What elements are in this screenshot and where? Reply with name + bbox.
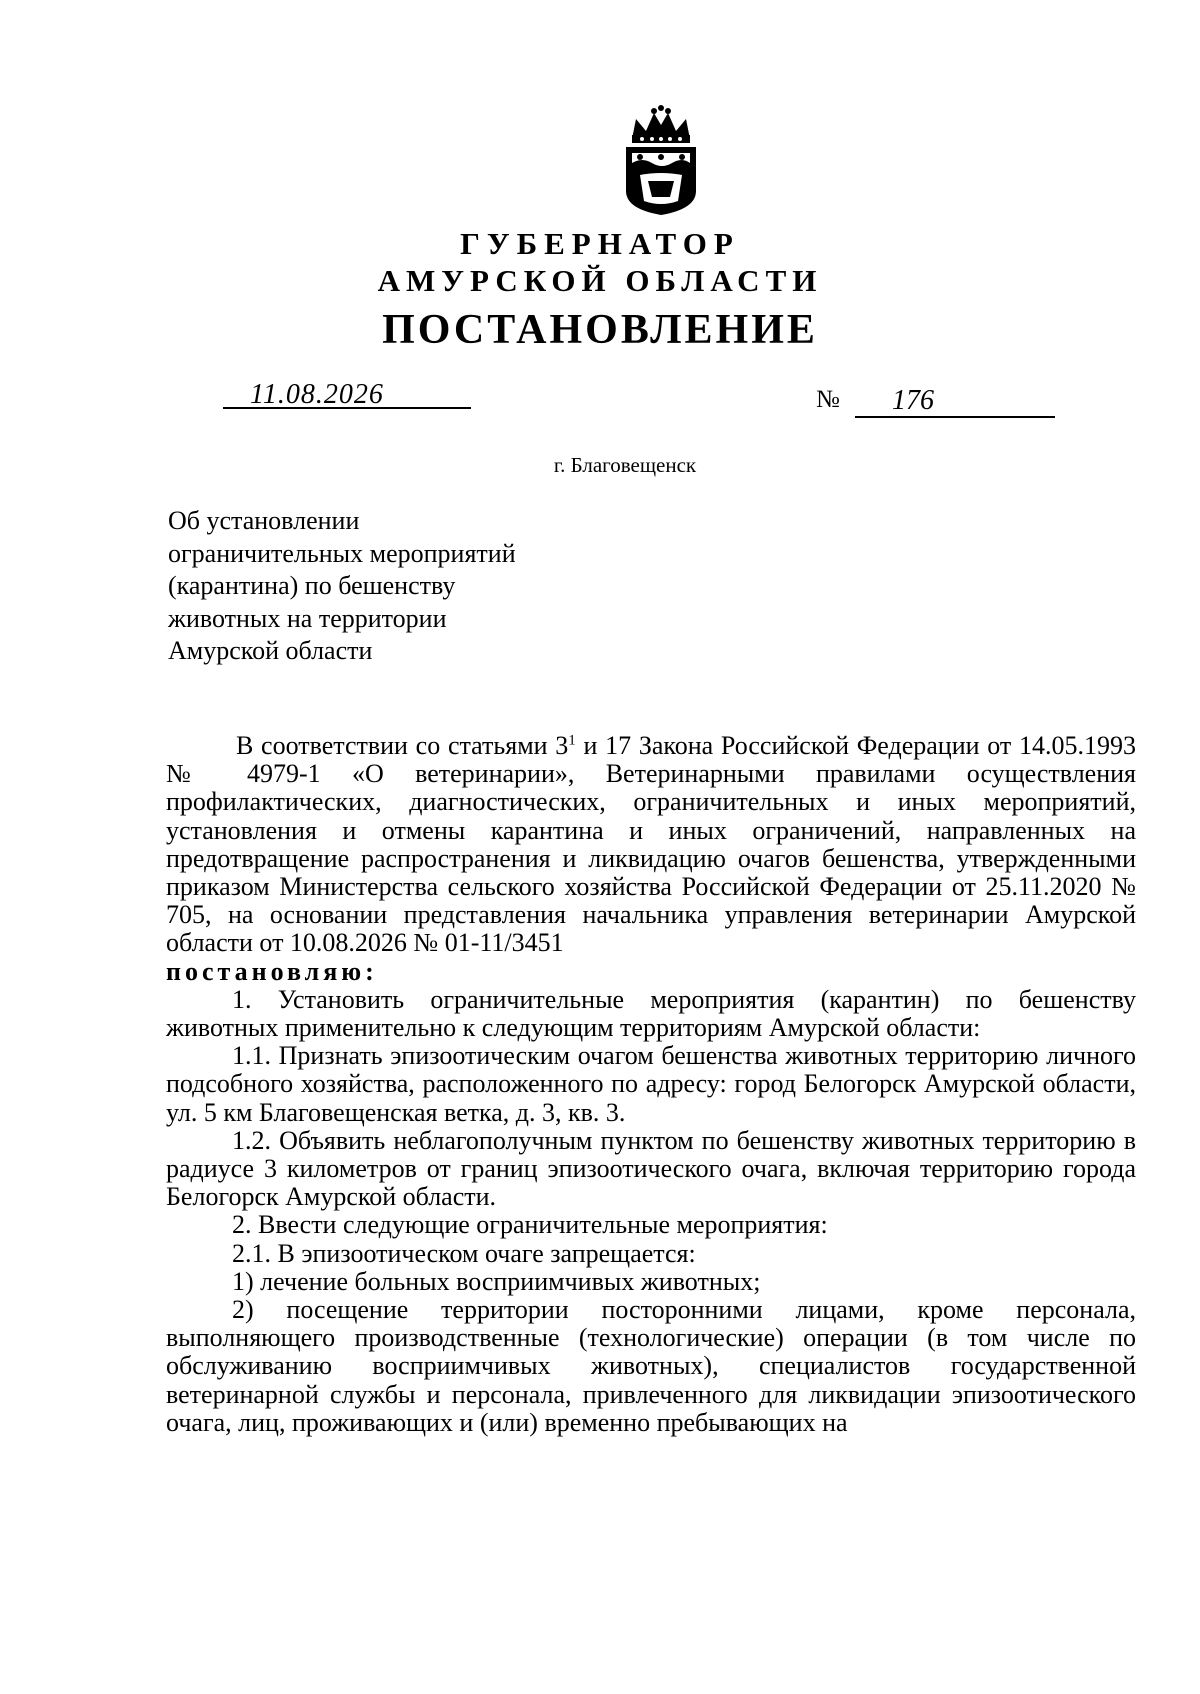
paragraph-1: 1. Установить ограничительные мероприятия (карантин) по бешенству животных применительно к следующим территориям Амурской области: bbox=[166, 984, 1136, 1043]
preamble-text-start: В соответствии со статьями 3 bbox=[236, 731, 569, 760]
preamble-paragraph bbox=[166, 732, 1136, 958]
issuer-region: АМУРСКОЙ ОБЛАСТИ bbox=[377, 263, 823, 298]
subject-line: ограничительных мероприятий bbox=[168, 538, 516, 568]
list-item-1: 1) лечение больных восприимчивых животных; bbox=[232, 1266, 761, 1296]
preamble-text-rest: и 17 Закона Российской Федерации от 14.05.1993 № 4979-1 «О ветеринарии», Ветеринарными правилами осуществления профилактических, диагностических, ограничительных и иных мероприятий, установления и отмены карантина и иных ограничений, направленных на предотвращение распространения и ликвидацию очагов бешенства, утвержденными приказом Министерства сельского хозяйства Российской Федерации от 25.11.2020 № 705, на основании представления начальника управления ветеринарии Амурской области от 10.08.2026 № 01-11/3451 bbox=[166, 731, 1136, 958]
number-sign: № bbox=[816, 386, 840, 413]
subject-line: (карантина) по бешенству bbox=[168, 571, 456, 600]
paragraph-1-1: 1.1. Признать эпизоотическим очагом бешенства животных территорию личного подсобного хозяйства, расположенного по адресу: город Белогорск Амурской области, ул. 5 км Благовещенская ветка, д. 3, кв. 3. bbox=[166, 1041, 1136, 1127]
article-superscript: 1 bbox=[568, 732, 576, 749]
decree-word: постановляю: bbox=[166, 956, 378, 986]
document-number: 176 bbox=[892, 385, 934, 416]
number-underline bbox=[855, 416, 1055, 418]
document-date: 11.08.2026 bbox=[250, 379, 384, 410]
list-item-2: 2) посещение территории посторонними лицами, кроме персонала, выполняющего производственные (технологические) операции (в том числе по обслуживанию восприимчивых животных), специалистов государственной ветеринарной службы и персонала, привлеченного для ликвидации эпизоотического очага, лиц, проживающих и (или) временно пребывающих на bbox=[166, 1295, 1136, 1437]
city-line: г. Благовещенск bbox=[553, 453, 697, 477]
subject-line: Об установлении bbox=[168, 506, 360, 535]
paragraph-2: 2. Ввести следующие ограничительные мероприятия: bbox=[232, 1210, 828, 1240]
document-type-title: ПОСТАНОВЛЕНИЕ bbox=[382, 307, 818, 353]
coat-of-arms-icon bbox=[618, 105, 704, 217]
subject-block bbox=[168, 505, 568, 668]
subject-line: животных на территории bbox=[168, 603, 447, 633]
date-underline bbox=[223, 407, 471, 409]
paragraph-2-1: 2.1. В эпизоотическом очаге запрещается: bbox=[232, 1238, 696, 1268]
paragraph-1-2: 1.2. Объявить неблагополучным пунктом по бешенству животных территорию в радиусе 3 километров от границ эпизоотического очага, включая территорию города Белогорск Амурской области. bbox=[166, 1125, 1136, 1212]
document-body bbox=[166, 732, 1136, 1437]
subject-line: Амурской области bbox=[168, 636, 373, 665]
issuer-title: ГУБЕРНАТОР bbox=[460, 226, 740, 261]
